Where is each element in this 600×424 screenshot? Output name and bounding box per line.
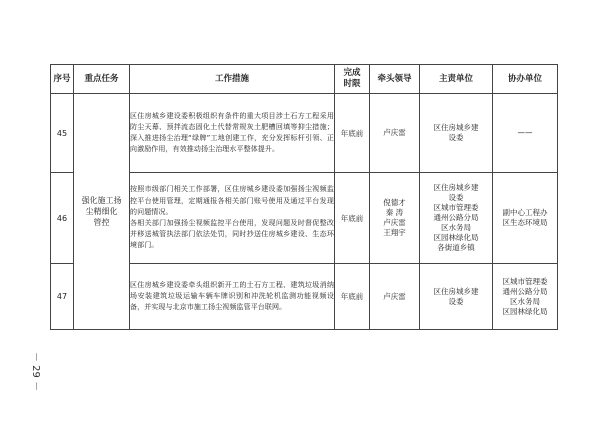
- leader-line: 卢庆雷: [383, 218, 406, 227]
- assist-unit-line: 区城市管理委: [502, 276, 548, 286]
- row-deadline: 年底前: [335, 264, 370, 330]
- main-unit-line: 各街道乡镇: [437, 243, 475, 252]
- assist-unit-line: 通州公路分局: [502, 286, 548, 296]
- header-row: [51, 65, 558, 94]
- task-line: 尘精细化: [85, 207, 118, 216]
- row-seq: 47: [51, 264, 74, 330]
- measure-paragraph: 按照市级部门相关工作部署，区住房城乡建设委加强扬尘视频监控平台使用管理，定期通报各相关部门账号使用及通过平台发现的问题情况。 各相关部门加强扬尘视频监控平台使用，发现问题及时督促整改并移送城管执法部门依法处罚，同时抄送住房城乡建设、生态环境部门。: [130, 185, 334, 250]
- row-measure: [130, 173, 335, 264]
- header-assist-unit: 协办单位: [493, 65, 558, 94]
- row-deadline: 年底前: [335, 173, 370, 264]
- leader-line: 秦 涛: [385, 208, 404, 217]
- main-unit-line: 设委: [448, 296, 464, 306]
- assist-unit-line: 区水务局: [510, 296, 540, 306]
- row-leader: [370, 173, 420, 264]
- header-leader: 牵头领导: [370, 65, 420, 94]
- row-main-unit: [420, 264, 493, 330]
- row-assist-unit: [493, 94, 558, 173]
- task-line: 强化施工扬: [81, 196, 122, 205]
- row-measure: 区住房城乡建设委积极组织有条件的重大项目涉土石方工程采用防尘天幕、预拌流态固化土代替常规灰土肥槽回填等抑尘措施；深入推进扬尘治理“绿牌”工地创建工作，充分发挥标杆引领、正向激励作用，有效推动扬尘治理水平整体提升。: [130, 94, 335, 173]
- main-unit-line: 区住房城乡建: [433, 183, 479, 192]
- assist-unit-line: 区生态环境局: [502, 218, 548, 227]
- page-number: － 29 －: [30, 352, 41, 392]
- main-unit-line: 区住房城乡建: [433, 123, 479, 132]
- row-measure: 区住房城乡建设委牵头组织新开工的土石方工程、建筑垃圾消纳场安装建筑垃圾运输车辆车牌识别和冲洗轮机监测功能视频设备，并实现与北京市施工扬尘视频监管平台联网。: [130, 264, 335, 330]
- header-deadline: [335, 65, 370, 94]
- assist-unit-line: 副中心工程办: [502, 208, 548, 217]
- measures-table: [50, 64, 558, 330]
- main-unit-line: 设委: [448, 193, 464, 202]
- row-leader: 卢庆雷: [370, 94, 420, 173]
- main-unit-line: 区城市管理委: [433, 203, 479, 212]
- header-task: 重点任务: [74, 65, 130, 94]
- assist-dash: ——: [517, 128, 533, 137]
- task-line: 管控: [93, 218, 110, 227]
- header-measure: 工作措施: [130, 65, 335, 94]
- table-row-45: [51, 94, 558, 173]
- assist-unit-line: 区园林绿化局: [502, 306, 548, 316]
- leader-line: 倪德才: [383, 198, 406, 207]
- header-seq: 序号: [51, 65, 74, 94]
- row-main-unit: [420, 173, 493, 264]
- row-seq: 46: [51, 173, 74, 264]
- main-unit-line: 区住房城乡建: [433, 286, 479, 296]
- header-deadline-line1: 完成: [343, 68, 361, 78]
- row-leader: 卢庆雷: [370, 264, 420, 330]
- row-main-unit: [420, 94, 493, 173]
- main-unit-line: 设委: [448, 133, 464, 142]
- main-unit-line: 通州公路分局: [433, 213, 479, 222]
- leader-line: 王翔宇: [383, 228, 406, 237]
- main-unit-line: 区水务局: [441, 223, 471, 232]
- header-main-unit: 主责单位: [420, 65, 493, 94]
- row-deadline: 年底前: [335, 94, 370, 173]
- main-unit-line: 区园林绿化局: [433, 233, 479, 242]
- header-deadline-line2: 时限: [343, 79, 361, 89]
- task-cell: [74, 94, 130, 330]
- row-assist-unit: [493, 173, 558, 264]
- row-assist-unit: [493, 264, 558, 330]
- row-seq: 45: [51, 94, 74, 173]
